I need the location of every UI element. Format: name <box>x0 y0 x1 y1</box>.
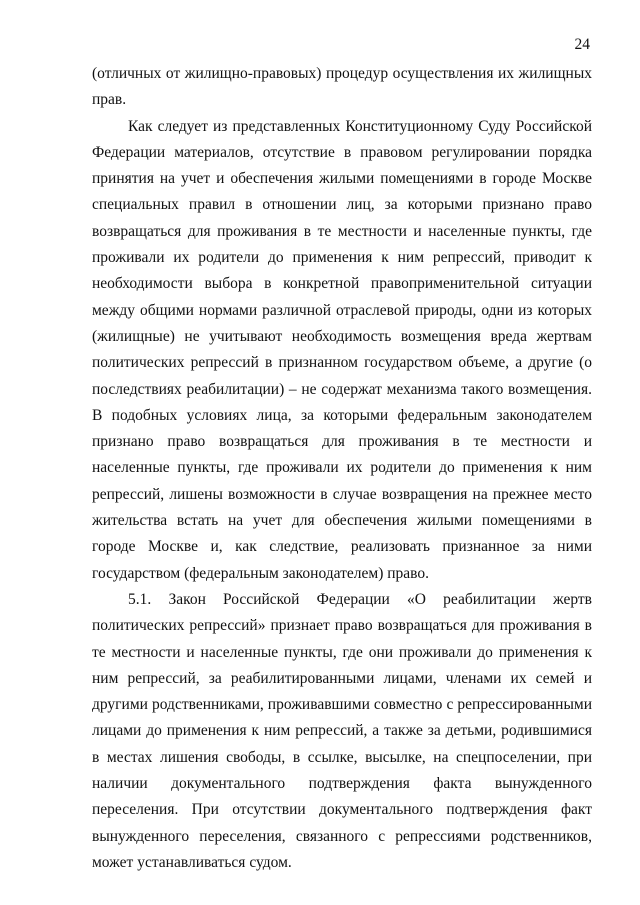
document-body <box>92 61 592 876</box>
paragraph-continuation: (отличных от жилищно-правовых) процедур осуществления их жилищных прав. <box>92 65 592 109</box>
page-number: 24 <box>574 36 590 53</box>
paragraph-materials-analysis: Как следует из представленных Конституционному Суду Российской Федерации материалов, отсутствие в правовом регулировании порядка принятия на учет и обеспечения жилыми помещениями в городе Москве специальных правил в отношении лиц, за которыми признано право возвращаться для проживания в те местности и населенные пункты, где проживали их родители до применения к ним репрессий, приводит к необходимости выбора в конкретной правоприменительной ситуации между общими нормами различной отраслевой природы, одни из которых (жилищные) не учитывают необходимость возмещения вреда жертвам политических репрессий в признанном государством объеме, а другие (о последствиях реабилитации) – не содержат механизма такого возмещения. В подобных условиях лица, за которыми федеральным законодателем признано право возвращаться для проживания в те местности и населенные пункты, где проживали их родители до применения к ним репрессий, лишены возможности в случае возвращения на прежнее место жительства встать на учет для обеспечения жилыми помещениями в городе Москве и, как следствие, реализовать признанное за ними государством (федеральным законодателем) право. <box>92 117 592 582</box>
paragraph-section-5-1: 5.1. Закон Российской Федерации «О реабилитации жертв политических репрессий» признает право возвращаться для проживания в те местности и населенные пункты, где они проживали до применения к ним репрессий, за реабилитированными лицами, членами их семей и другими родственниками, проживавшими совместно с репрессированными лицами до применения к ним репрессий, а также за детьми, родившимися в местах лишения свободы, в ссылке, высылке, на спецпоселении, при наличии документального подтверждения факта вынужденного переселения. При отсутствии документального подтверждения факт вынужденного переселения, связанного с репрессиями родственников, может устанавливаться судом. <box>92 590 592 871</box>
